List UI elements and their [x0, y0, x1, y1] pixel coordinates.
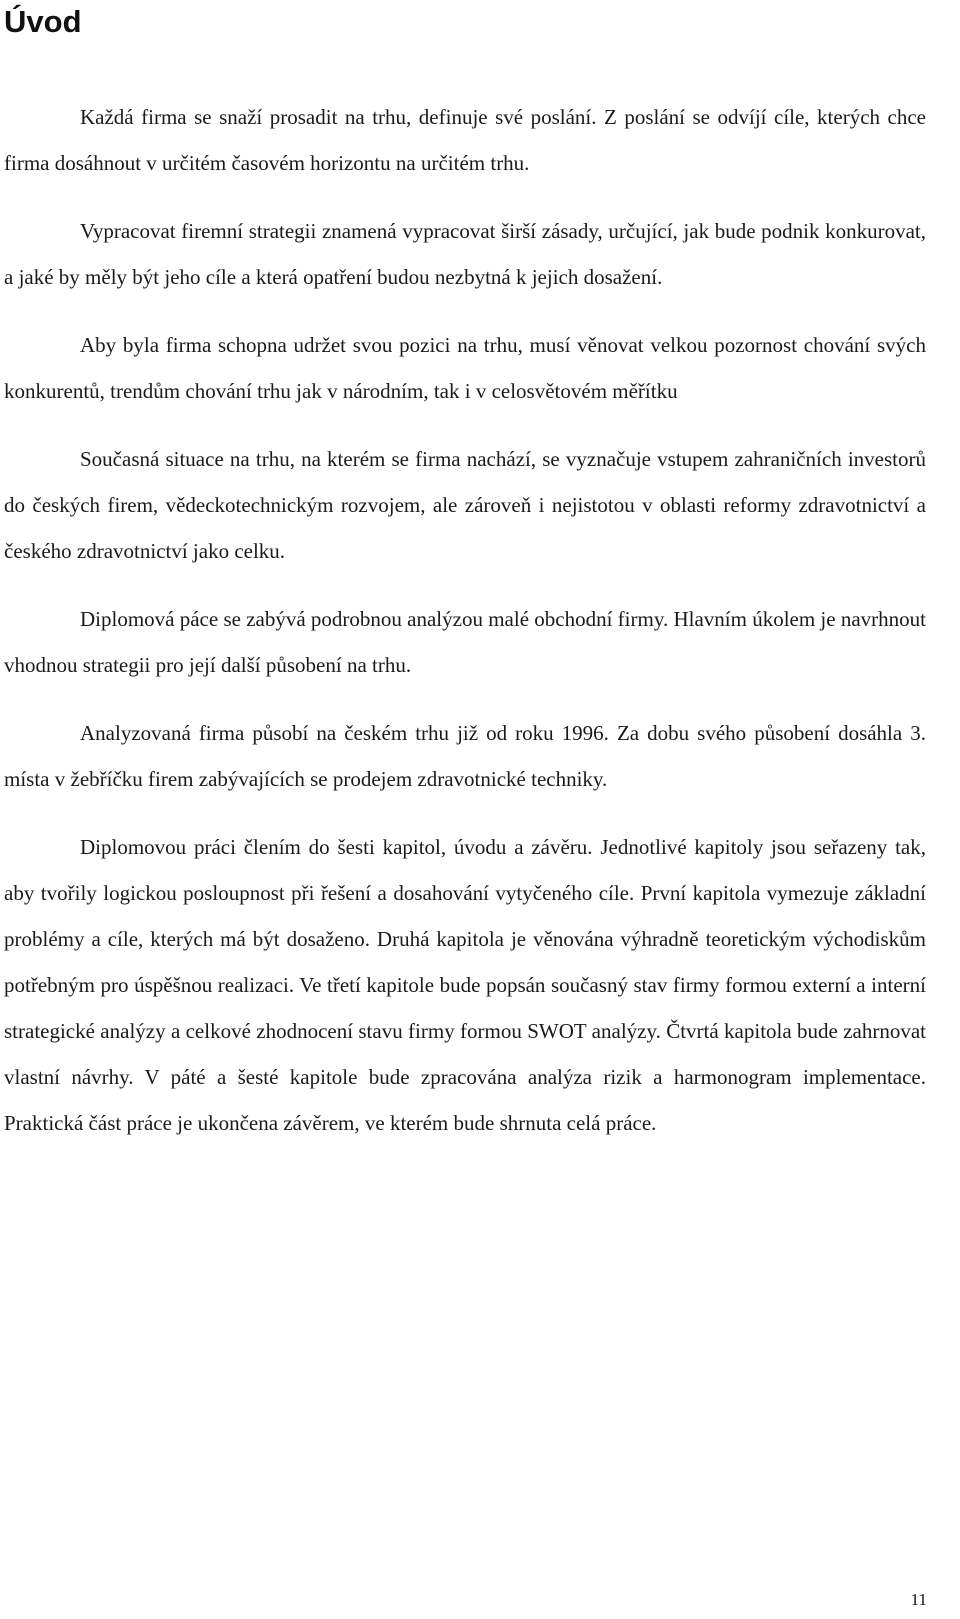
- paragraph-1: Každá firma se snaží prosadit na trhu, definuje své poslání. Z poslání se odvíjí cíle, kterých chce firma dosáhnout v určitém časovém horizontu na určitém trhu.: [4, 105, 926, 175]
- paragraph-3: Aby byla firma schopna udržet svou pozici na trhu, musí věnovat velkou pozornost chování svých konkurentů, trendům chování trhu jak v národním, tak i v celosvětovém měřítku: [4, 333, 926, 403]
- document-page: [4, 0, 926, 1146]
- paragraph-4: Současná situace na trhu, na kterém se firma nachází, se vyznačuje vstupem zahraničních investorů do českých firem, vědeckotechnickým rozvojem, ale zároveň i nejistotou v oblasti reformy zdravotnictví a českého zdravotnictví jako celku.: [4, 447, 926, 563]
- section-heading: Úvod: [4, 4, 82, 39]
- paragraph-7: Diplomovou práci člením do šesti kapitol, úvodu a závěru. Jednotlivé kapitoly jsou seřazeny tak, aby tvořily logickou posloupnost při řešení a dosahování vytyčeného cíle. První kapitola vymezuje základní problémy a cíle, kterých má být dosaženo. Druhá kapitola je věnována výhradně teoretickým východiskům potřebným pro úspěšnou realizaci. Ve třetí kapitole bude popsán současný stav firmy formou externí a interní strategické analýzy a celkové zhodnocení stavu firmy formou SWOT analýzy. Čtvrtá kapitola bude zahrnovat vlastní návrhy. V páté a šesté kapitole bude zpracována analýza rizik a harmonogram implementace. Praktická část práce je ukončena závěrem, ve kterém bude shrnuta celá práce.: [4, 835, 926, 1135]
- page-number: 11: [910, 1590, 927, 1609]
- paragraph-5: Diplomová páce se zabývá podrobnou analýzou malé obchodní firmy. Hlavním úkolem je navrhnout vhodnou strategii pro její další působení na trhu.: [4, 607, 926, 677]
- paragraph-2: Vypracovat firemní strategii znamená vypracovat širší zásady, určující, jak bude podnik konkurovat, a jaké by měly být jeho cíle a která opatření budou nezbytná k jejich dosažení.: [4, 219, 926, 289]
- paragraph-6: Analyzovaná firma působí na českém trhu již od roku 1996. Za dobu svého působení dosáhla 3. místa v žebříčku firem zabývajících se prodejem zdravotnické techniky.: [4, 721, 926, 791]
